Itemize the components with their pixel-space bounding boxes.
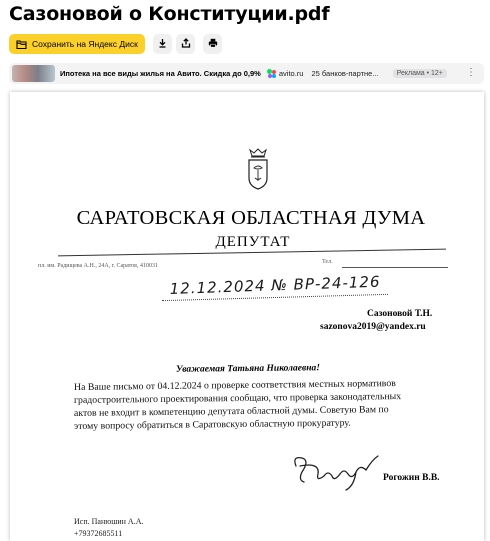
ad-source[interactable]: [267, 69, 304, 78]
share-icon: [181, 35, 191, 53]
ad-headline[interactable]: Ипотека на все виды жилья на Авито. Скидка до 0,9%: [60, 69, 261, 78]
recipient-email: sazonova2019@yandex.ru: [320, 322, 426, 332]
save-button-label: Сохранить на Яндекс Диск: [32, 39, 138, 49]
telephone-label: Тел.: [322, 259, 333, 265]
ad-menu-icon[interactable]: ⋮: [466, 67, 476, 78]
disk-icon: [16, 39, 27, 50]
ad-thumbnail: [12, 65, 55, 82]
ad-badge: Реклама • 12+: [393, 69, 447, 78]
organization-address: пл. им. Радищева А.Н., 24А, г. Саратов, 410031: [38, 263, 159, 269]
ad-banner[interactable]: [9, 63, 484, 84]
handwritten-signature: [290, 452, 380, 497]
letter-body-line: На Ваше письмо от 04.12.2024 о проверке соответствия местных нормативов: [73, 378, 396, 393]
recipient-name: Сазоновой Т.Н.: [367, 309, 433, 319]
telephone-line: [342, 267, 448, 268]
executor-name: Исп. Панюшин А.А.: [74, 517, 144, 526]
letter-body-line: этому вопросу обратиться в Саратовскую областную прокуратуру.: [73, 417, 351, 432]
document-title: Сазоновой о Конституции.pdf: [9, 3, 330, 25]
print-button[interactable]: [203, 34, 222, 54]
executor-phone: +79372685511: [74, 529, 123, 538]
signer-name: Рогожин В.В.: [383, 473, 440, 483]
saratov-crest-icon: [246, 148, 270, 195]
organization-subtitle: ДЕПУТАТ: [215, 234, 291, 250]
organization-name: САРАТОВСКАЯ ОБЛАСТНАЯ ДУМА: [76, 207, 426, 229]
share-button[interactable]: [176, 34, 195, 54]
download-icon: [158, 35, 167, 53]
document-page: [10, 92, 484, 541]
download-button[interactable]: [153, 34, 172, 54]
letter-body-line: градостроительного проектирования сообщаю, что проверка законодательных: [73, 391, 402, 406]
print-icon: [208, 35, 218, 53]
ad-source-label: avito.ru: [278, 69, 304, 78]
ad-more-text[interactable]: 25 банков-партне...: [311, 69, 379, 78]
avito-logo-icon: [267, 69, 277, 78]
letter-body-line: актов не входит в компетенцию депутата областной думы. Советую Вам по: [73, 404, 389, 419]
greeting: Уважаемая Татьяна Николаевна!: [175, 363, 321, 375]
outgoing-number: 12.12.2024 № ВР-24-126: [169, 272, 381, 298]
save-to-yandex-disk-button[interactable]: [9, 34, 145, 54]
